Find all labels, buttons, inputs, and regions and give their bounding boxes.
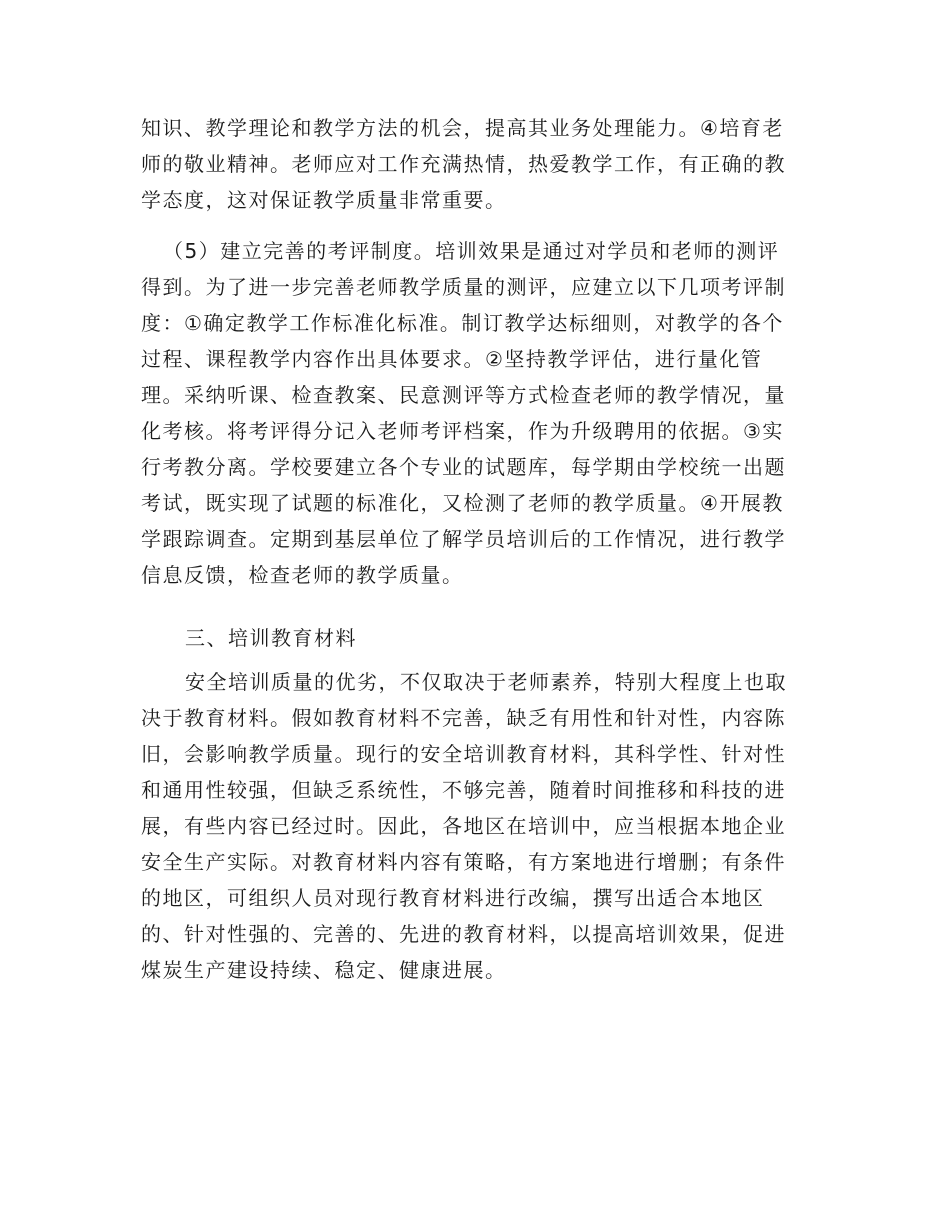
paragraph-line: 旧，会影响教学质量。现行的安全培训教育材料，其科学性、针对性 xyxy=(141,742,786,766)
paragraph-line: 知识、教学理论和教学方法的机会，提高其业务处理能力。④培育老 xyxy=(141,116,784,140)
paragraph-line: 行考教分离。学校要建立各个专业的试题库，每学期由学校统一出题 xyxy=(141,455,786,479)
paragraph-line: 的地区，可组织人员对现行教育材料进行改编，撰写出适合本地区 xyxy=(141,886,765,910)
paragraph-2 xyxy=(141,233,811,593)
paragraph-line: 的、针对性强的、完善的、先进的教育材料，以提高培训效果，促进 xyxy=(141,922,786,946)
paragraph-line: 安全生产实际。对教育材料内容有策略，有方案地进行增删；有条件 xyxy=(141,850,786,874)
paragraph-line: 和通用性较强，但缺乏系统性，不够完善，随着时间推移和科技的进 xyxy=(141,778,786,802)
paragraph-line: 理。采纳听课、检查教案、民意测评等方式检查老师的教学情况，量 xyxy=(141,383,786,407)
paragraph-line: 学跟踪调查。定期到基层单位了解学员培训后的工作情况，进行教学 xyxy=(141,527,786,551)
paragraph-line: 考试，既实现了试题的标准化，又检测了老师的教学质量。④开展教 xyxy=(141,491,784,515)
section-heading xyxy=(141,620,811,656)
paragraph-line: 化考核。将考评得分记入老师考评档案，作为升级聘用的依据。③实 xyxy=(141,419,784,443)
paragraph-line: 煤炭生产建设持续、稳定、健康进展。 xyxy=(141,958,507,982)
paragraph-line: 师的敬业精神。老师应对工作充满热情，热爱教学工作，有正确的教 xyxy=(141,152,786,176)
paragraph-3 xyxy=(141,664,811,988)
paragraph-1 xyxy=(141,110,811,218)
paragraph-line: （5）建立完善的考评制度。培训效果是通过对学员和老师的测评 xyxy=(163,239,780,263)
paragraph-line: 度：①确定教学工作标准化标准。制订教学达标细则，对教学的各个 xyxy=(141,311,784,335)
paragraph-line: 学态度，这对保证教学质量非常重要。 xyxy=(141,188,507,212)
paragraph-line: 展，有些内容已经过时。因此，各地区在培训中，应当根据本地企业 xyxy=(141,814,786,838)
paragraph-line: 安全培训质量的优劣，不仅取决于老师素养，特别大程度上也取 xyxy=(185,670,787,694)
section-heading-text: 三、培训教育材料 xyxy=(185,626,357,650)
paragraph-line: 信息反馈，检查老师的教学质量。 xyxy=(141,563,464,587)
paragraph-line: 过程、课程教学内容作出具体要求。②坚持教学评估，进行量化管 xyxy=(141,347,763,371)
paragraph-line: 得到。为了进一步完善老师教学质量的测评，应建立以下几项考评制 xyxy=(141,275,786,299)
paragraph-line: 决于教育材料。假如教育材料不完善，缺乏有用性和针对性，内容陈 xyxy=(141,706,786,730)
